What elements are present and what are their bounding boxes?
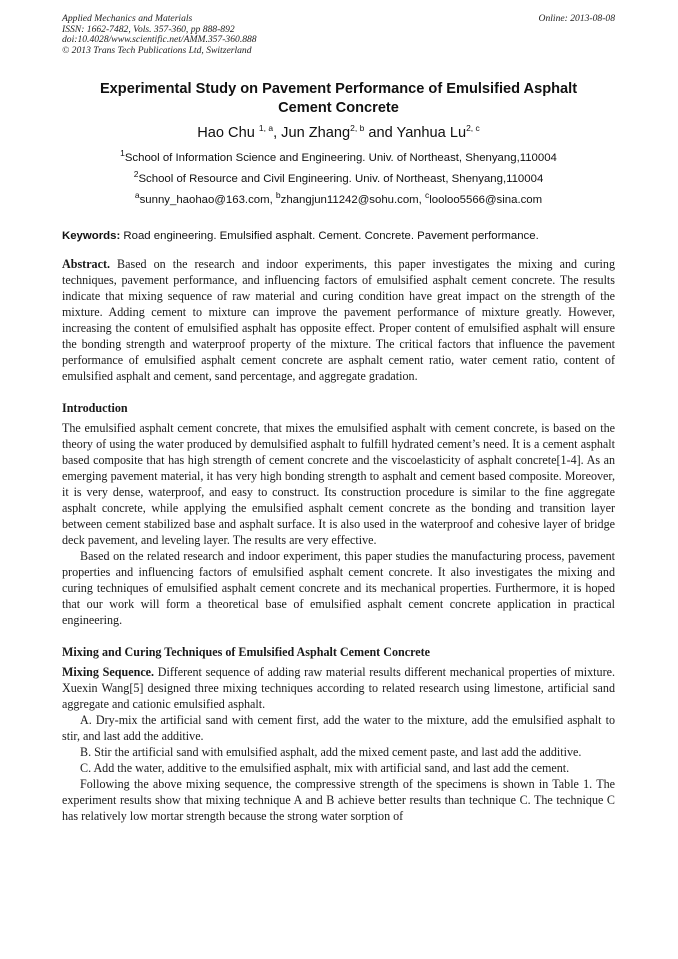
issn: ISSN: 1662-7482, Vols. 357-360, pp 888-892 [62, 23, 235, 35]
author-list [62, 123, 615, 143]
paper-body [62, 256, 615, 824]
email-list [62, 190, 615, 207]
keywords-text: Road engineering. Emulsified asphalt. Cement. Concrete. Pavement performance. [120, 230, 539, 242]
abstract-text: Based on the research and indoor experiments, this paper investigates the mixing and curing techniques, pavement performance, and influencing factors of emulsified asphalt cement concrete. The results indicate that mixing sequence of raw material and curing condition have great impact on the strength of the mixture. Adding cement to mixture can improve the pavement performance of mixture greatly. However, increasing the content of emulsified asphalt has opposite effect. Proper content of emulsified asphalt will ensure the bonding strength and waterproof property of the mixture. The critical factors that influence the pavement performance of emulsified asphalt cement concrete are asphalt cement ratio, water cement ratio, content of emulsified asphalt and cement, sand percentage, and aggregate gradation. [62, 257, 615, 383]
author-name: Hao Chu [197, 125, 259, 141]
email-link[interactable]: looloo5566@sina.com [429, 194, 543, 206]
mixing-sequence-label: Mixing Sequence. [62, 665, 155, 679]
mixing-sequence-text: Different sequence of adding raw material results different mechanical properties of mixture. Xuexin Wang[5] designed three mixing techniques according to related research using limestone, artificial sand aggregate and cationic emulsified asphalt. [62, 665, 615, 711]
journal-header [62, 14, 615, 56]
section-heading-mixing: Mixing and Curing Techniques of Emulsified Asphalt Cement Concrete [62, 645, 431, 659]
affiliation-text: School of Resource and Civil Engineering. Univ. of Northeast, Shenyang,110004 [138, 173, 544, 185]
email-sup: b [275, 190, 281, 201]
results-paragraph: Following the above mixing sequence, the compressive strength of the specimens is shown in Table 1. The experiment results show that mixing technique A and B achieve better results than technique C. The technique C has relatively low mortar strength because the strong water sorption of [62, 777, 615, 823]
author-sup: 2, c [466, 123, 480, 134]
copyright: © 2013 Trans Tech Publications Ltd, Switzerland [62, 44, 252, 56]
email-link[interactable]: sunny_haohao@163.com, [139, 194, 276, 206]
affiliation-1 [62, 148, 615, 165]
paper-title [62, 80, 615, 118]
affiliation-sup: 1 [120, 148, 125, 159]
author-name: and Yanhua Lu [364, 125, 467, 141]
title-line-2: Cement Concrete [278, 100, 399, 116]
keywords-label: Keywords: [62, 230, 121, 242]
technique-b: B. Stir the artificial sand with emulsified asphalt, add the mixed cement paste, and last add the additive. [80, 745, 582, 759]
keywords [62, 229, 615, 243]
author-name: , Jun Zhang [273, 125, 351, 141]
journal-name: Applied Mechanics and Materials [62, 13, 193, 24]
email-link[interactable]: zhangjun11242@sohu.com, [280, 194, 425, 206]
affiliation-sup: 2 [133, 169, 139, 180]
affiliation-2 [62, 169, 615, 186]
email-sup: a [134, 190, 140, 201]
author-sup: 2, b [350, 123, 365, 134]
title-line-1: Experimental Study on Pavement Performance of Emulsified Asphalt [99, 81, 578, 97]
abstract-label: Abstract. [62, 257, 111, 271]
author-sup: 1, a [258, 123, 274, 134]
mixing-sequence-paragraph [62, 664, 615, 712]
doi: doi:10.4028/www.scientific.net/AMM.357-360.888 [62, 34, 257, 46]
intro-paragraph-1: The emulsified asphalt cement concrete, that mixes the emulsified asphalt with cement concrete, is based on the theory of using the water produced by demulsified asphalt to fulfill hydrated cement’s need. It is a cement asphalt based composite that has high strength of cement concrete and the viscoelasticity of asphalt concrete[1-4]. As an emerging pavement material, it has very high bonding strength to asphalt and cement based composite. Moreover, it is very dense, waterproof, and easy to construct. Its construction procedure is similar to the fine aggregate asphalt concrete, while applying the emulsified asphalt cement concrete as the bonding and transition layer between cement stabilized base and asphalt surface. It is also used in the waterproof and cohesive layer of bridge deck pavement, and leveling layer. The results are very effective. [62, 421, 615, 547]
affiliation-text: School of Information Science and Engineering. Univ. of Northeast, Shenyang,110004 [124, 152, 557, 164]
technique-c: C. Add the water, additive to the emulsified asphalt, mix with artificial sand, and last add the cement. [80, 761, 570, 775]
abstract [62, 256, 615, 384]
section-heading-introduction: Introduction [62, 401, 128, 415]
technique-a: A. Dry-mix the artificial sand with cement first, add the water to the mixture, add the emulsified asphalt to stir, and last add the additive. [62, 713, 615, 743]
intro-paragraph-2: Based on the related research and indoor experiment, this paper studies the manufacturing process, pavement properties and influencing factors of emulsified asphalt cement concrete. It also investigates the mixing and curing techniques of emulsified asphalt cement concrete and its mechanical properties. Furthermore, it is hoped that our work will form a theoretical base of emulsified asphalt cement concrete application in practical engineering. [62, 549, 615, 627]
email-sup: c [425, 190, 430, 201]
online-date: Online: 2013-08-08 [538, 13, 615, 24]
